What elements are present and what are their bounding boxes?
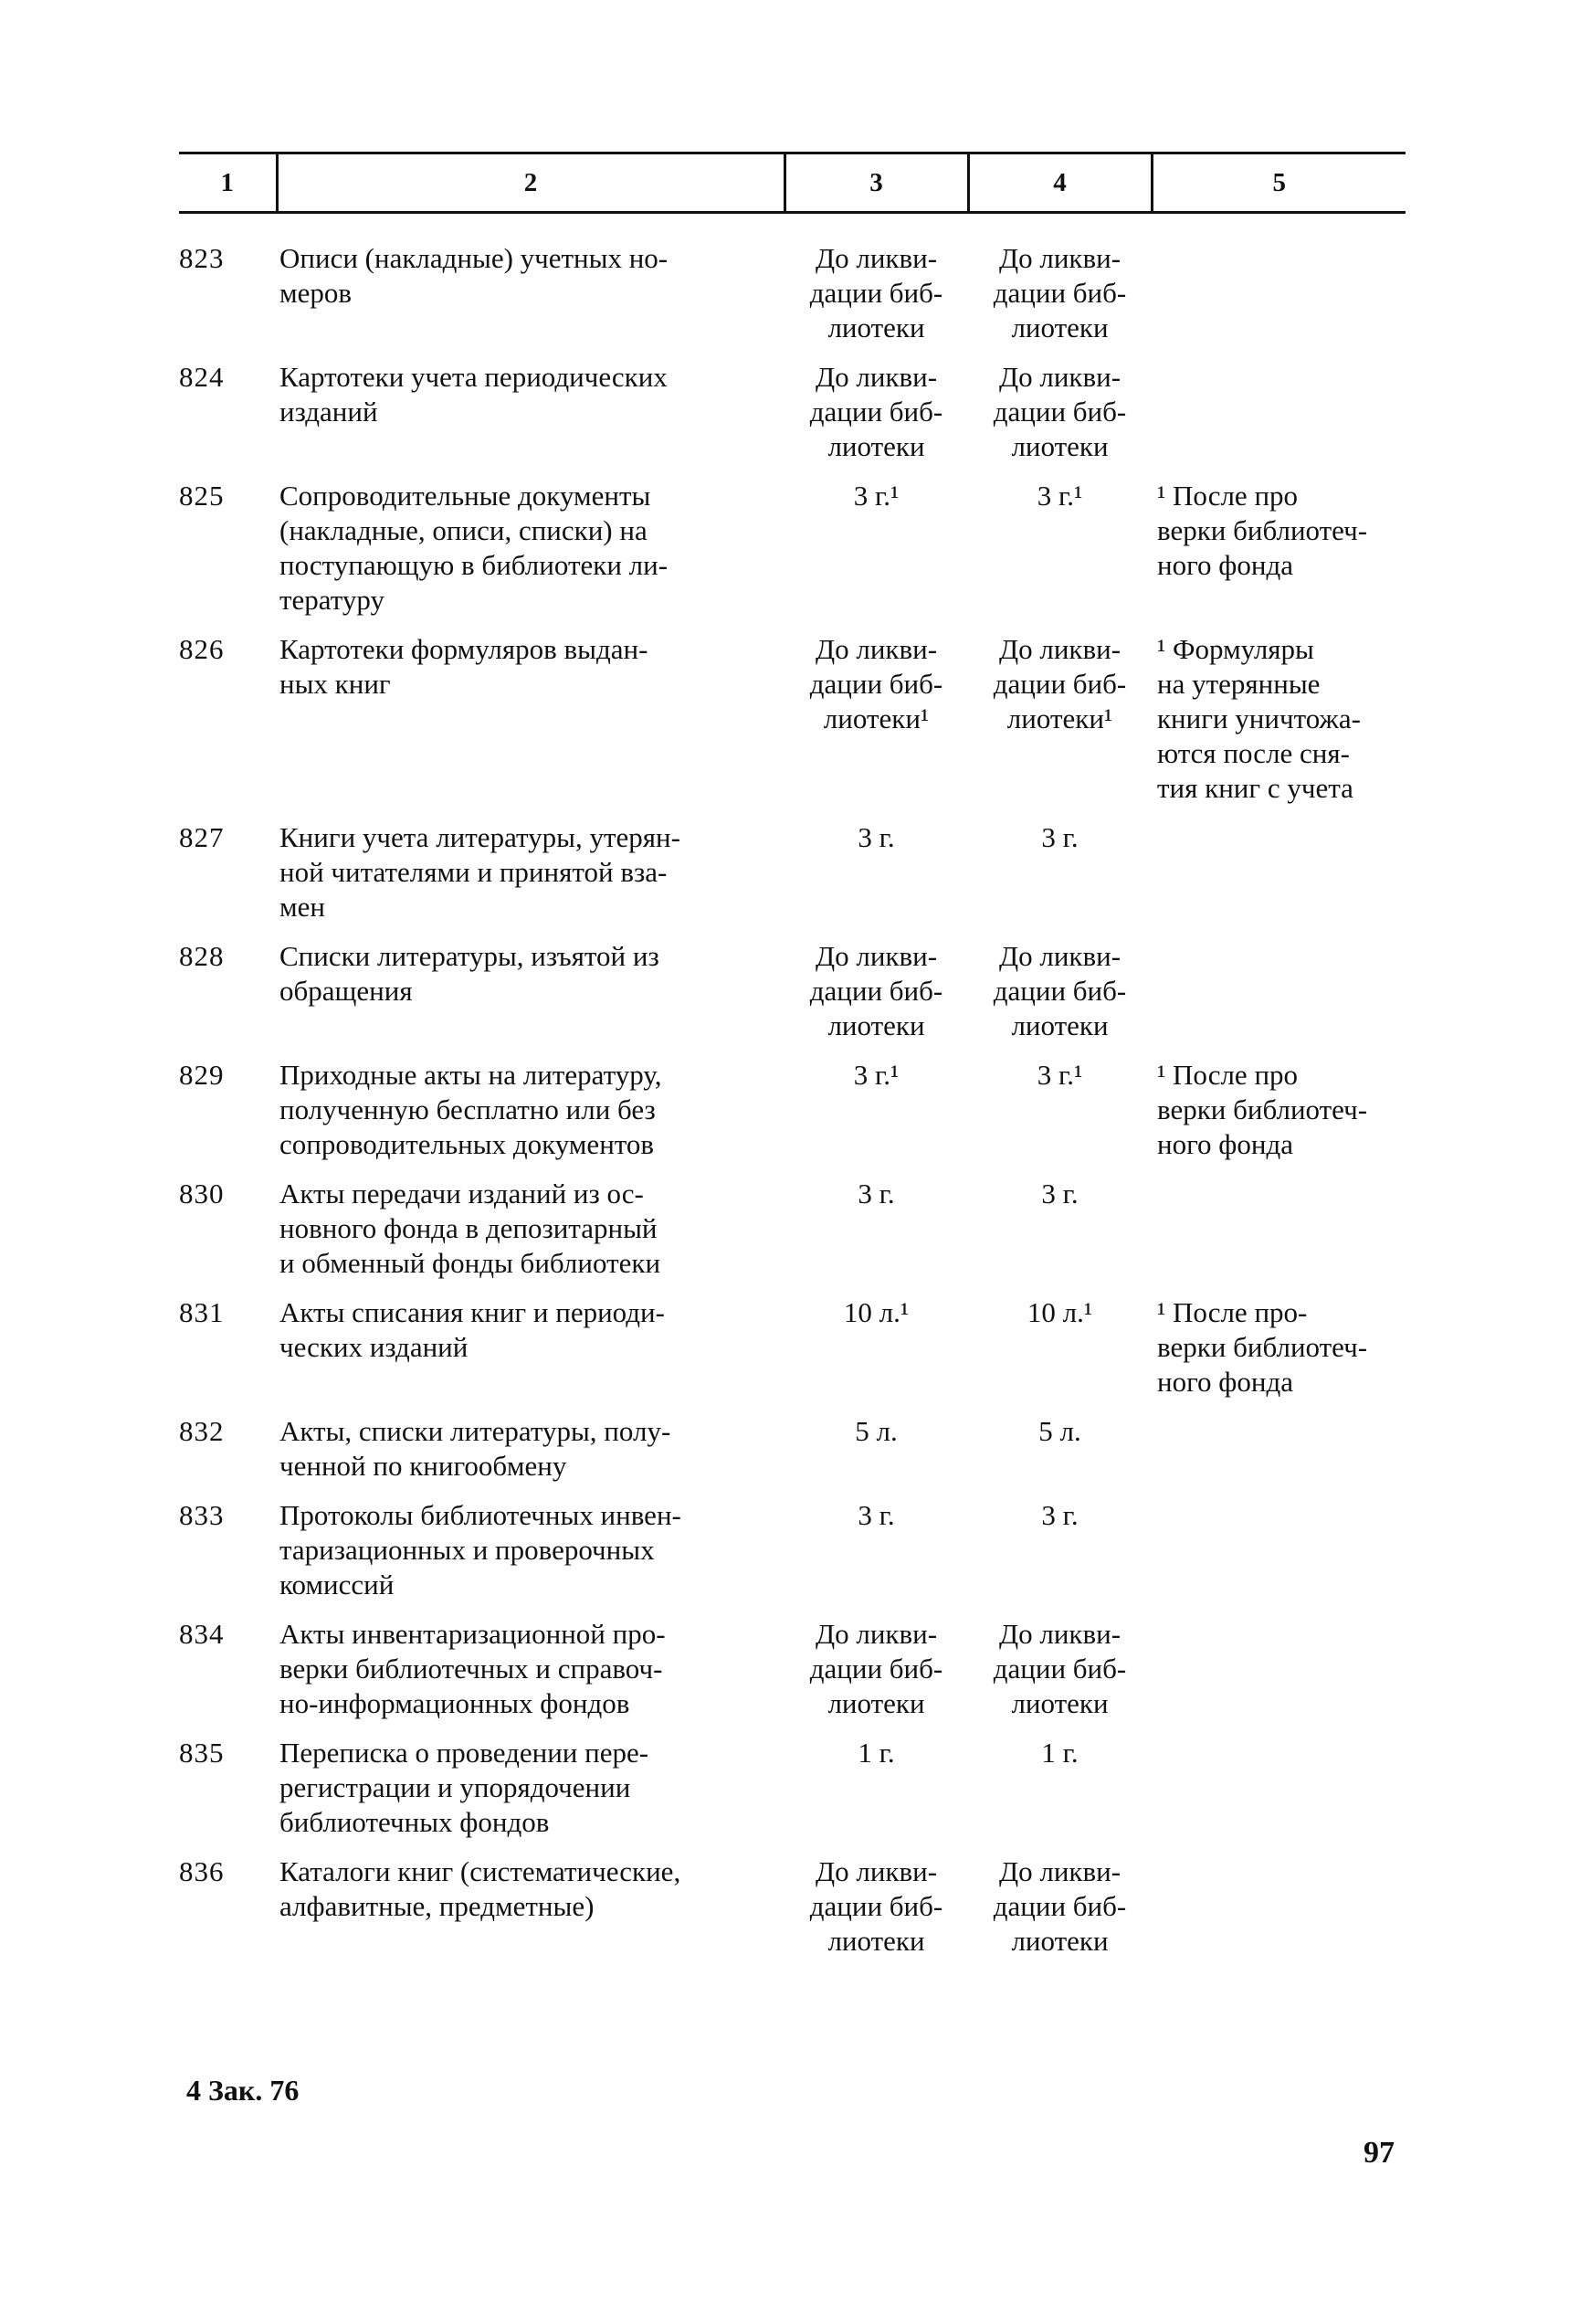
order-number: 4 Зак. 76 — [186, 2074, 300, 2107]
row-term-col4: 3 г.¹ — [1037, 480, 1083, 512]
row-term-col3: До ликви- дации биб- лиотеки — [809, 242, 943, 343]
table-row — [179, 1295, 1406, 1414]
table-row — [179, 1854, 1406, 1973]
row-term-col4: До ликви- дации биб- лиотеки — [993, 361, 1127, 462]
row-number: 836 — [179, 1855, 225, 1887]
row-description: Акты списания книг и периоди- ческих изданий — [279, 1296, 665, 1363]
table-row — [179, 820, 1406, 939]
table-body — [179, 213, 1406, 1974]
row-description: Картотеки формуляров выдан- ных книг — [279, 633, 648, 700]
table-row — [179, 632, 1406, 820]
table-row — [179, 1617, 1406, 1736]
page-number: 97 — [1364, 2136, 1395, 2170]
row-number: 828 — [179, 940, 225, 972]
row-note — [1152, 820, 1406, 939]
row-number: 831 — [179, 1296, 225, 1328]
row-term-col4: 3 г. — [1041, 1178, 1079, 1210]
row-term-col3: До ликви- дации биб- лиотеки — [809, 1855, 943, 1957]
row-term-col4: 10 л.¹ — [1027, 1296, 1093, 1328]
row-term-col4: До ликви- дации биб- лиотеки¹ — [993, 633, 1127, 734]
table-row — [179, 1177, 1406, 1295]
column-header-1: 1 — [179, 153, 277, 213]
row-term-col3: 5 л. — [855, 1415, 898, 1447]
row-description: Каталоги книг (систематические, алфавитные, предметные) — [279, 1855, 681, 1922]
column-header-3: 3 — [784, 153, 968, 213]
table-row — [179, 1498, 1406, 1617]
row-description: Приходные акты на литературу, полученную бесплатно или без сопроводительных документов — [279, 1059, 662, 1160]
column-header-5: 5 — [1152, 153, 1406, 213]
row-term-col4: 1 г. — [1041, 1737, 1079, 1769]
row-note — [1152, 360, 1406, 479]
table-row — [179, 479, 1406, 632]
row-term-col3: До ликви- дации биб- лиотеки — [809, 940, 943, 1041]
row-number: 825 — [179, 480, 225, 512]
row-number: 833 — [179, 1499, 225, 1531]
row-term-col3: До ликви- дации биб- лиотеки — [809, 1618, 943, 1719]
table-header — [179, 153, 1406, 213]
row-number: 824 — [179, 361, 225, 393]
table-row — [179, 1736, 1406, 1854]
row-note — [1152, 1736, 1406, 1854]
row-term-col4: До ликви- дации биб- лиотеки — [993, 1618, 1127, 1719]
row-note: ¹ После про- верки библиотеч- ного фонда — [1157, 1296, 1368, 1398]
row-number: 826 — [179, 633, 225, 665]
row-description: Описи (накладные) учетных но- меров — [279, 242, 669, 309]
row-term-col4: 5 л. — [1038, 1415, 1081, 1447]
row-term-col3: 3 г.¹ — [853, 480, 900, 512]
row-term-col4: 3 г.¹ — [1037, 1059, 1083, 1091]
column-header-4: 4 — [968, 153, 1152, 213]
row-number: 830 — [179, 1178, 225, 1210]
row-term-col3: 3 г. — [858, 1178, 895, 1210]
row-number: 823 — [179, 242, 225, 274]
row-note — [1152, 241, 1406, 360]
row-note — [1152, 1177, 1406, 1295]
row-description: Акты, списки литературы, полу- ченной по книгообмену — [279, 1415, 671, 1482]
row-number: 827 — [179, 821, 225, 853]
row-note — [1152, 1498, 1406, 1617]
row-term-col3: 3 г.¹ — [853, 1059, 900, 1091]
row-note: ¹ Формуляры на утерянные книги уничтожа- ются после сня- тия книг с учета — [1157, 633, 1361, 804]
row-description: Книги учета литературы, утерян- ной читателями и принятой вза- мен — [279, 821, 680, 923]
row-description: Картотеки учета периодических изданий — [279, 361, 668, 428]
row-term-col3: До ликви- дации биб- лиотеки¹ — [809, 633, 943, 734]
row-number: 834 — [179, 1618, 225, 1650]
row-number: 829 — [179, 1059, 225, 1091]
table-row — [179, 1058, 1406, 1177]
row-note — [1152, 939, 1406, 1058]
row-description: Акты инвентаризационной про- верки библиотечных и справоч- но-информационных фондов — [279, 1618, 666, 1719]
table-row — [179, 360, 1406, 479]
row-description: Списки литературы, изъятой из обращения — [279, 940, 659, 1007]
row-term-col4: До ликви- дации биб- лиотеки — [993, 940, 1127, 1041]
row-note: ¹ После про верки библиотеч- ного фонда — [1157, 480, 1368, 581]
row-note: ¹ После про верки библиотеч- ного фонда — [1157, 1059, 1368, 1160]
row-term-col3: 10 л.¹ — [843, 1296, 910, 1328]
column-header-2: 2 — [277, 153, 784, 213]
row-term-col4: 3 г. — [1041, 1499, 1079, 1531]
row-term-col3: 3 г. — [858, 1499, 895, 1531]
table-row — [179, 241, 1406, 360]
row-description: Сопроводительные документы (накладные, описи, списки) на поступающую в библиотеки ли- тературу — [279, 480, 669, 616]
row-term-col3: 1 г. — [858, 1737, 895, 1769]
row-note — [1152, 1854, 1406, 1973]
row-term-col4: До ликви- дации биб- лиотеки — [993, 1855, 1127, 1957]
records-table — [179, 152, 1406, 1973]
row-description: Акты передачи изданий из ос- новного фонда в депозитарный и обменный фонды библиотеки — [279, 1178, 661, 1279]
table-row — [179, 1414, 1406, 1498]
row-term-col4: До ликви- дации биб- лиотеки — [993, 242, 1127, 343]
row-number: 832 — [179, 1415, 225, 1447]
row-number: 835 — [179, 1737, 225, 1769]
table-row — [179, 939, 1406, 1058]
row-term-col3: До ликви- дации биб- лиотеки — [809, 361, 943, 462]
row-note — [1152, 1617, 1406, 1736]
row-description: Переписка о проведении пере- регистрации и упорядочении библиотечных фондов — [279, 1737, 649, 1838]
row-term-col4: 3 г. — [1041, 821, 1079, 853]
row-term-col3: 3 г. — [858, 821, 895, 853]
row-description: Протоколы библиотечных инвен- таризационных и проверочных комиссий — [279, 1499, 681, 1600]
row-note — [1152, 1414, 1406, 1498]
